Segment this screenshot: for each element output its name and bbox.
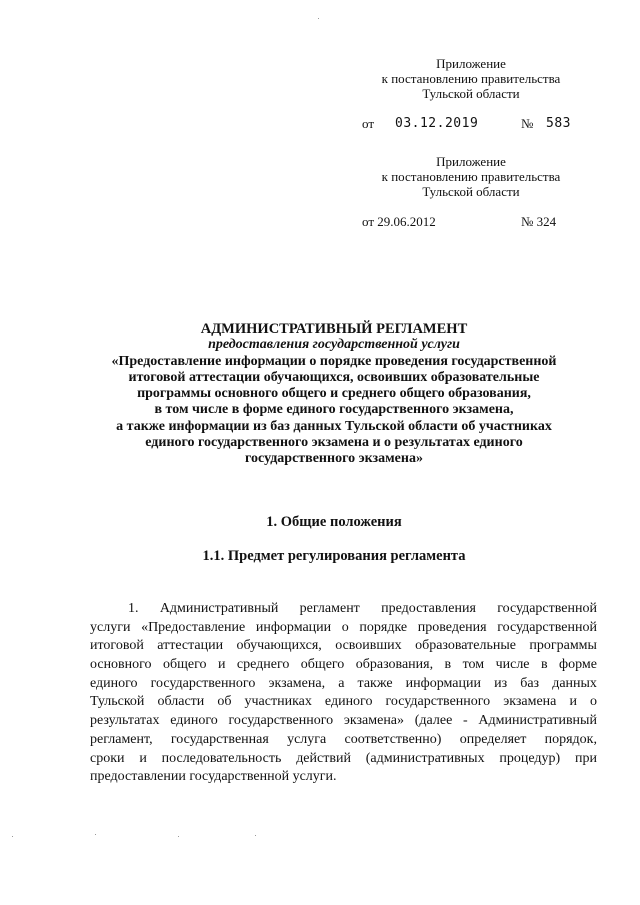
title-line: «Предоставление информации о порядке проведения государственной [111, 353, 557, 369]
title-line: единого государственного экзамена и о результатах единого [145, 435, 523, 451]
paragraph-word: государственной [497, 619, 597, 635]
paragraph-word: общего [300, 657, 345, 673]
paragraph-word: аттестации [157, 638, 224, 654]
scan-speck [95, 834, 96, 835]
paragraph-word: и [569, 694, 577, 710]
paragraph-word: участниках [244, 694, 312, 710]
paragraph-word: - [463, 713, 468, 729]
paragraph-word: государственного [228, 713, 334, 729]
paragraph-word: в [444, 657, 452, 673]
subsection-heading: 1.1. Предмет регулирования регламента [202, 548, 466, 564]
paragraph-word: итоговой [90, 638, 144, 654]
paragraph-word: области [157, 694, 205, 710]
paragraph-word: в [540, 657, 548, 673]
appendix-new-date-prefix: от [362, 116, 375, 131]
paragraph-word: действий [296, 750, 351, 766]
title-line: в том числе в форме единого государственного экзамена, [154, 402, 514, 418]
scan-speck [178, 836, 179, 837]
appendix-new-date: 03.12.2019 [395, 116, 479, 131]
title-line: итоговой аттестации обучающихся, освоивших образовательные [128, 369, 540, 385]
paragraph-word: экзамена [503, 694, 557, 710]
paragraph-word: об [217, 694, 232, 710]
appendix-new-line3: Тульской области [422, 86, 520, 101]
title-line: АДМИНИСТРАТИВНЫЙ РЕГЛАМЕНТ [200, 321, 468, 337]
paragraph-line [90, 656, 597, 675]
paragraph-word: обучающихся, [236, 638, 322, 654]
paragraph-word: а [338, 675, 345, 691]
appendix-old-date: от 29.06.2012 [362, 214, 436, 229]
paragraph-word: соответственно) [344, 731, 442, 747]
paragraph-word: Административный [159, 601, 279, 616]
paragraph-line [90, 768, 597, 787]
appendix-new-line1: Приложение [436, 56, 506, 71]
paragraph-word: среднего [236, 657, 290, 673]
paragraph-word: процедур) [499, 750, 561, 766]
paragraph-word: Тульской [90, 694, 145, 710]
paragraph-word: освоивших [335, 638, 402, 654]
title-line: а также информации из баз данных Тульской области об участниках [116, 418, 552, 434]
paragraph-word: общего [163, 657, 207, 673]
appendix-old-line1: Приложение [436, 154, 506, 169]
scan-speck [318, 18, 319, 19]
paragraph-word: образовательные [415, 638, 516, 654]
paragraph-word: данных [552, 675, 597, 691]
paragraph-word: образования, [355, 657, 434, 673]
paragraph-line [90, 600, 597, 619]
paragraph-word: информации [405, 675, 481, 691]
title-line: предоставления государственной услуги [208, 337, 460, 353]
paragraph-word: «Предоставление [141, 619, 246, 635]
document-title [100, 321, 568, 468]
section-heading: 1. Общие положения [266, 514, 402, 530]
appendix-new-number-prefix: № [521, 116, 534, 131]
paragraph-word: и [217, 657, 226, 673]
paragraph-word: информации [255, 619, 332, 635]
paragraph-word: и [139, 750, 147, 766]
paragraph-word: основного [90, 657, 152, 673]
paragraph-word: результатах [90, 713, 160, 729]
paragraph-word: регламент, [90, 731, 153, 747]
paragraph-word: 1. [128, 601, 139, 616]
paragraph-word: о [341, 619, 349, 635]
paragraph-line [90, 675, 597, 694]
paragraph-word: единого [324, 694, 373, 710]
paragraph-line [90, 712, 597, 731]
title-line: программы основного общего и среднего общего образования, [137, 386, 531, 402]
paragraph-word: единого [170, 713, 218, 729]
paragraph-word: о [589, 694, 597, 710]
paragraph-word: программы [529, 638, 597, 654]
paragraph-word: порядок, [544, 731, 597, 747]
paragraph-line [90, 693, 597, 712]
paragraph-word: единого [90, 675, 138, 691]
appendix-new [358, 56, 584, 101]
title-line: государственного экзамена» [245, 451, 423, 467]
paragraph-word: предоставления [381, 601, 476, 616]
paragraph-word: (далее [414, 713, 453, 729]
paragraph-line [90, 619, 597, 638]
paragraph-line [90, 637, 597, 656]
paragraph-word: регламент [299, 601, 360, 616]
paragraph-word: (административных [365, 750, 485, 766]
paragraph-word: определяет [459, 731, 527, 747]
appendix-old-line2: к постановлению правительства [381, 169, 561, 184]
paragraph-word: также [357, 675, 393, 691]
paragraph-word: числе [495, 657, 530, 673]
paragraph-word: услуга [287, 731, 327, 747]
paragraph-word: сроки [90, 750, 125, 766]
paragraph-word: государственного [150, 675, 256, 691]
paragraph-word: Административный [478, 713, 597, 729]
paragraph-word: порядке [359, 619, 408, 635]
paragraph-line [90, 731, 597, 750]
scan-speck [255, 835, 256, 836]
paragraph-word: государственного [385, 694, 491, 710]
appendix-old-line3: Тульской области [422, 184, 520, 199]
appendix-old-number: № 324 [521, 214, 557, 229]
paragraph-word: государственной [497, 601, 597, 616]
paragraph-word: при [575, 750, 597, 766]
paragraph-word: проведения [417, 619, 487, 635]
appendix-new-line2: к постановлению правительства [381, 71, 561, 86]
paragraph-line [90, 750, 597, 769]
paragraph-word: баз [520, 675, 540, 691]
appendix-old [358, 154, 584, 199]
scan-speck [12, 836, 13, 837]
appendix-new-number: 583 [546, 116, 571, 131]
paragraph-word: экзамена, [268, 675, 326, 691]
paragraph-word: последовательность [161, 750, 282, 766]
paragraph-word: форме [559, 657, 597, 673]
paragraph-word: государственная [170, 731, 269, 747]
paragraph-word: предоставлении государственной услуги. [90, 769, 337, 785]
paragraph-word: экзамена» [343, 713, 405, 729]
paragraph-word: из [494, 675, 508, 691]
paragraph-word: услуги [90, 619, 131, 635]
paragraph-1 [90, 600, 597, 787]
paragraph-word: том [462, 657, 485, 673]
